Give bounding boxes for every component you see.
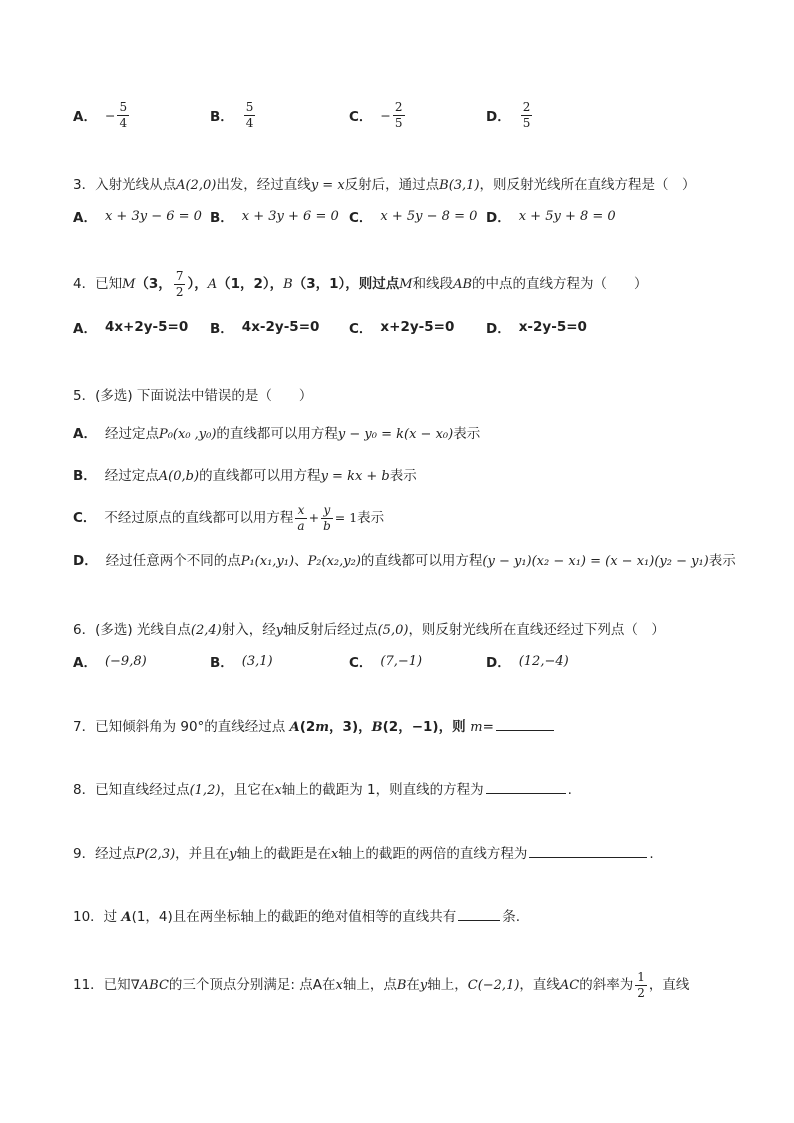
stem-text: 轴上的截距为 1，则直线的方程为 [281, 782, 484, 798]
option-text: 不经过原点的直线都可以用方程 [104, 510, 294, 526]
numerator: 1 [637, 969, 645, 984]
stem-text: 8．已知直线经过点 [73, 782, 190, 798]
answer-blank[interactable] [486, 779, 566, 794]
denominator: a [297, 518, 305, 533]
stem-text: 11．已知 [73, 977, 131, 993]
option-label: B． [210, 321, 234, 337]
option-text: 表示 [389, 468, 417, 484]
denominator: 5 [522, 115, 531, 130]
option-text: x + 5y + 8 = 0 [518, 208, 616, 224]
option-label: B． [210, 109, 234, 125]
axis-x: x [274, 783, 282, 798]
plus-sign: + [308, 510, 320, 525]
option-text: 的直线都可以用方程 [360, 553, 483, 569]
fraction [244, 100, 256, 131]
stem-text: ，直线 [519, 977, 560, 993]
stem-text: 4．已知 [73, 276, 123, 292]
stem-text: . [567, 782, 572, 798]
q5-option-a[interactable] [73, 424, 480, 445]
stem-text: 条. [502, 909, 521, 925]
q4-option-a[interactable] [73, 307, 188, 347]
stem-text: 轴上，点 [342, 977, 397, 993]
equals-one: = 1 [334, 510, 358, 525]
q6-option-d[interactable] [486, 641, 569, 681]
option-label: C． [349, 321, 373, 337]
point: (5,0) [377, 623, 409, 638]
q4-option-b[interactable] [210, 307, 319, 347]
option-text: 4x-2y-5=0 [241, 319, 320, 335]
stem-text: ，直线 [648, 977, 690, 993]
point-p1: P₁(x₁,y₁) [240, 554, 295, 569]
line-equation: y = x [310, 178, 345, 193]
option-text: 、 [294, 553, 308, 569]
denominator: 4 [119, 115, 128, 130]
stem-text: ，且它在 [220, 782, 275, 798]
fraction [321, 503, 333, 534]
stem-text: （1，2）， [217, 276, 284, 292]
point-p2: P₂(x₂,y₂) [307, 554, 361, 569]
option-text: 经过定点 [104, 468, 159, 484]
point-m: M [122, 277, 136, 292]
option-label: B． [210, 210, 234, 226]
q6-option-a[interactable] [73, 641, 147, 681]
stem-text: 射入，经 [221, 622, 276, 638]
option-text: 4x+2y-5=0 [104, 319, 189, 335]
stem-text: ，则反射光线所在直线还经过下列点（ ） [408, 622, 665, 638]
option-label: B． [210, 655, 234, 671]
question-6-stem [73, 620, 665, 641]
question-5-stem: 5．(多选) 下面说法中错误的是（ ） [73, 388, 313, 404]
point-a: A [289, 720, 300, 735]
stem-text: 7．已知倾斜角为 90°的直线经过点 [73, 719, 290, 735]
stem-text: （3， [135, 276, 172, 292]
option-text: (7,−1) [380, 653, 423, 669]
point-b: B [283, 277, 293, 292]
minus-sign: − [104, 107, 116, 123]
numerator: y [323, 502, 331, 517]
numerator: 2 [394, 99, 403, 114]
denominator: 2 [175, 284, 184, 299]
question-10 [73, 906, 520, 928]
stem-text: ，则反射光线所在直线方程是（ ） [479, 177, 696, 193]
numerator: 5 [119, 99, 128, 114]
q6-option-c[interactable] [349, 641, 422, 681]
question-3-stem [73, 175, 696, 196]
axis-y: y [229, 847, 237, 862]
q3-option-b[interactable] [210, 196, 339, 236]
answer-blank[interactable] [496, 716, 554, 731]
option-text: 表示 [453, 426, 481, 442]
option-text: x + 5y − 8 = 0 [380, 208, 478, 224]
option-text: x-2y-5=0 [518, 319, 587, 335]
fraction [174, 269, 186, 300]
line-ac: AC [559, 978, 580, 993]
fraction [635, 970, 647, 1001]
stem-text: ，并且在 [175, 846, 230, 862]
denominator: 5 [394, 115, 403, 130]
option-text: x + 3y − 6 = 0 [104, 208, 202, 224]
stem-text: 的三个顶点分别满足: 点A在 [168, 977, 336, 993]
q5-option-c[interactable] [73, 500, 384, 536]
point-p: P(2,3) [135, 847, 176, 862]
stem-text: 的中点的直线方程为（ ） [472, 276, 648, 292]
option-label: C． [349, 210, 373, 226]
stem-text: ，3)， [329, 719, 372, 735]
option-text: 经过任意两个不同的点 [105, 553, 241, 569]
q4-option-c[interactable] [349, 307, 454, 347]
stem-text: 的斜率为 [579, 977, 634, 993]
option-label: D． [486, 321, 511, 337]
question-8 [73, 779, 572, 801]
option-label: B． [73, 468, 97, 484]
point-a: A [207, 277, 218, 292]
point-b: B [371, 720, 383, 735]
denominator: 4 [245, 115, 254, 130]
stem-text: 和线段 [412, 276, 454, 292]
stem-text: 轴上的截距的两倍的直线方程为 [338, 846, 528, 862]
option-label: A． [73, 426, 97, 442]
stem-text: 反射后，通过点 [344, 177, 440, 193]
answer-blank[interactable] [529, 843, 647, 858]
q3-option-d[interactable] [486, 196, 616, 236]
option-label: C． [349, 655, 373, 671]
q3-options [73, 196, 773, 236]
question-11 [73, 968, 689, 1003]
stem-text: ）， [187, 276, 208, 292]
two-point-equation: (y − y₁)(x₂ − x₁) = (x − x₁)(y₂ − y₁) [482, 554, 709, 569]
option-text: 的直线都可以用方程 [216, 426, 338, 442]
option-label: C． [73, 510, 97, 526]
q4-option-d[interactable] [486, 307, 587, 347]
stem-text: (2 [299, 719, 316, 735]
option-label: A． [73, 210, 97, 226]
option-text: (3,1) [241, 653, 273, 669]
q2-option-a[interactable] [73, 95, 131, 135]
stem-text: 10．过 [73, 909, 122, 925]
axis-x: x [335, 978, 343, 993]
stem-text: 轴上， [427, 977, 468, 993]
fraction [117, 100, 129, 131]
point-slope-equation: y − y₀ = k(x − x₀) [337, 427, 454, 442]
point-m: M [399, 277, 413, 292]
q2-option-d[interactable] [486, 95, 534, 135]
axis-y: y [419, 978, 428, 993]
option-label: D． [486, 655, 511, 671]
stem-text: 6．(多选) 光线自点 [73, 622, 191, 638]
point: (1,2) [189, 783, 221, 798]
stem-text: . [649, 846, 654, 862]
q2-option-b[interactable] [210, 95, 257, 135]
point-c: C(−2,1) [467, 978, 520, 993]
numerator: 2 [522, 99, 531, 114]
triangle-abc: ∇ABC [130, 978, 169, 993]
point-b: B [396, 978, 407, 993]
point-a: A(2,0) [176, 178, 217, 193]
stem-text: 出发，经过直线 [216, 177, 311, 193]
option-label: C． [349, 109, 373, 125]
fraction [295, 503, 306, 534]
point-a: A(0,b) [158, 469, 200, 484]
variable-m: m [315, 720, 330, 735]
option-text: (12,−4) [518, 653, 569, 669]
option-text: 表示 [357, 510, 385, 526]
point-b: B(3,1) [439, 178, 480, 193]
point: (2,4) [190, 623, 222, 638]
variable-m: m [470, 720, 483, 735]
numerator: 5 [245, 99, 254, 114]
option-text: 经过定点 [104, 426, 159, 442]
minus-sign: − [380, 107, 391, 123]
point-p0: P₀(x₀ ,y₀) [158, 427, 217, 442]
option-text: x + 3y + 6 = 0 [241, 208, 339, 224]
option-label: A． [73, 655, 97, 671]
option-label: D． [73, 553, 98, 569]
option-text: (−9,8) [104, 653, 147, 669]
option-label: D． [486, 210, 511, 226]
option-label: A． [73, 109, 97, 125]
q2-option-c[interactable] [349, 95, 407, 135]
question-7 [73, 716, 556, 738]
axis-y: y [275, 623, 284, 638]
option-text: 表示 [708, 553, 736, 569]
q5-option-d[interactable] [73, 551, 736, 572]
axis-x: x [331, 847, 339, 862]
stem-text: 在 [406, 977, 420, 993]
q6-option-b[interactable] [210, 641, 273, 681]
stem-text: 3．入射光线从点 [73, 177, 177, 193]
q4-options [73, 307, 773, 347]
stem-text: 轴反射后经过点 [283, 622, 378, 638]
stem-text: (2，−1)，则 [382, 719, 471, 735]
stem-text: (1，4)且在两坐标轴上的截距的绝对值相等的直线共有 [131, 909, 457, 925]
q2-options [73, 95, 773, 135]
q5-option-b[interactable] [73, 466, 417, 487]
option-text: 的直线都可以用方程 [199, 468, 321, 484]
numerator: 7 [175, 268, 184, 283]
stem-text: 9．经过点 [73, 846, 136, 862]
q3-option-a[interactable] [73, 196, 202, 236]
segment-ab: AB [453, 277, 473, 292]
option-label: D． [486, 109, 511, 125]
question-4-stem [73, 267, 648, 302]
numerator: x [297, 502, 305, 517]
q3-option-c[interactable] [349, 196, 477, 236]
slope-intercept-equation: y = kx + b [320, 469, 390, 484]
question-9 [73, 843, 654, 865]
denominator: 2 [637, 985, 645, 1000]
option-label: A． [73, 321, 97, 337]
option-text: x+2y-5=0 [380, 319, 455, 335]
denominator: b [323, 518, 331, 533]
fraction [393, 100, 405, 131]
stem-text: = [482, 719, 494, 735]
fraction [521, 100, 533, 131]
q6-options [73, 641, 773, 681]
answer-blank[interactable] [458, 906, 500, 921]
point-a: A [121, 910, 132, 925]
stem-text: （3，1），则过点 [292, 276, 400, 292]
stem-text: 轴上的截距是在 [236, 846, 332, 862]
